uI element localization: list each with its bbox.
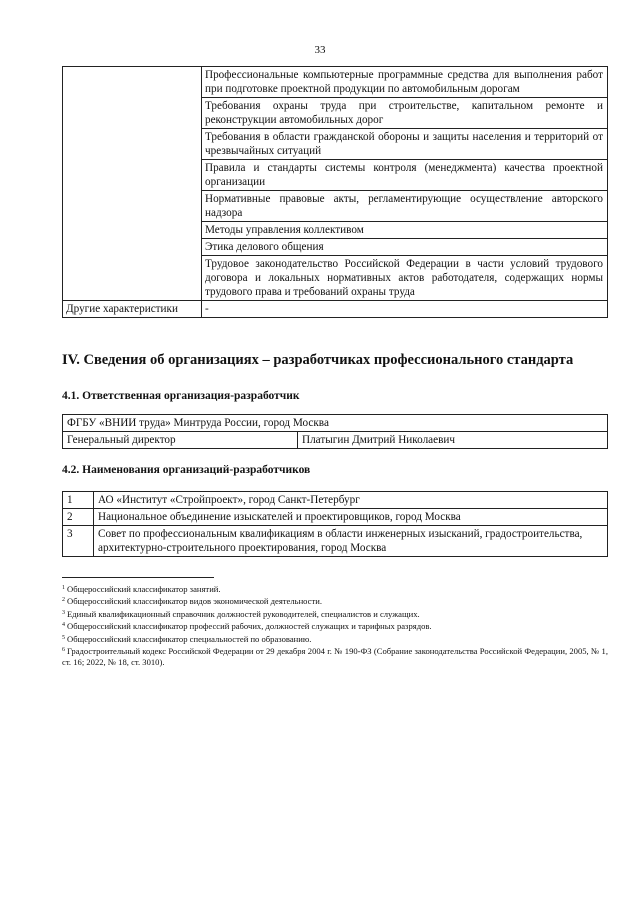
- knowledge-item: Методы управления коллективом: [202, 222, 608, 239]
- footnote: [62, 633, 608, 645]
- knowledge-item: Требования охраны труда при строительстве, капитальном ремонте и реконструкции автомобильных дорог: [202, 98, 608, 129]
- footnote-text: Общероссийский классификатор видов экономической деятельности.: [67, 596, 322, 607]
- footnote-mark: 2: [62, 597, 65, 604]
- row-number: 3: [63, 526, 94, 557]
- footnote-text: Градостроительный кодекс Российской Федерации от 29 декабря 2004 г. № 190-ФЗ (Собрание законодательства Российской Федерации, 2005, № 1, ст. 16; 2022, № 18, ст. 3010).: [62, 646, 608, 668]
- row-number: 1: [63, 492, 94, 509]
- footnote-mark: 1: [62, 585, 65, 591]
- footnote-divider: [62, 577, 214, 578]
- row-number: 2: [63, 509, 94, 526]
- knowledge-item: Трудовое законодательство Российской Федерации в части условий трудового договора и локальных нормативных актов работодателя, содержащих нормы трудового права и требований охраны труда: [202, 256, 608, 301]
- footnote: [62, 645, 608, 669]
- responsible-org-name: ФГБУ «ВНИИ труда» Минтруда России, город Москва: [63, 415, 608, 432]
- footnote-text: Общероссийский классификатор занятий.: [67, 584, 221, 594]
- footnote-mark: 4: [62, 622, 65, 629]
- footnote-mark: 6: [62, 647, 65, 654]
- developer-orgs-heading: 4.2. Наименования организаций-разработчиков: [62, 464, 311, 476]
- table-row: [63, 415, 608, 432]
- footnote: [62, 595, 608, 607]
- developer-orgs-table: [62, 491, 608, 557]
- responsible-org-table: [62, 414, 608, 449]
- knowledge-item: Требования в области гражданской обороны и защиты населения и территорий от чрезвычайных ситуаций: [202, 129, 608, 160]
- knowledge-label-cell: [63, 67, 202, 301]
- section-title: IV. Сведения об организациях – разработчиках профессионального стандарта: [62, 352, 574, 368]
- table-row: [63, 509, 608, 526]
- footnote-text: Общероссийский классификатор специальностей по образованию.: [67, 633, 312, 644]
- footnote-text: Общероссийский классификатор профессий рабочих, должностей служащих и тарифных разрядов.: [67, 621, 432, 632]
- footnote: [62, 620, 608, 632]
- footnote-text: Единый квалификационный справочник должностей руководителей, специалистов и служащих.: [67, 608, 420, 619]
- footnote: [62, 608, 608, 620]
- page-number: 33: [314, 44, 326, 56]
- table-row: [63, 492, 608, 509]
- other-characteristics-label: Другие характеристики: [63, 301, 202, 318]
- other-characteristics-value: -: [202, 301, 608, 318]
- knowledge-item: Правила и стандарты системы контроля (менеджмента) качества проектной организации: [202, 160, 608, 191]
- knowledge-item: Профессиональные компьютерные программные средства для выполнения работ при подготовке проектной продукции по автомобильным дорогам: [202, 67, 608, 98]
- knowledge-table: [62, 66, 608, 318]
- developer-org-name: Совет по профессиональным квалификациям в области инженерных изысканий, градостроительства, архитектурно-строительного проектирования, город Москва: [94, 526, 608, 557]
- responsible-org-heading: 4.1. Ответственная организация-разработчик: [62, 390, 300, 402]
- footnotes: [62, 583, 608, 669]
- knowledge-item: Этика делового общения: [202, 239, 608, 256]
- footnote: [62, 583, 608, 595]
- developer-org-name: Национальное объединение изыскателей и проектировщиков, город Москва: [94, 509, 608, 526]
- director-name: Платыгин Дмитрий Николаевич: [298, 432, 608, 449]
- table-row: [63, 301, 608, 318]
- knowledge-item: Нормативные правовые акты, регламентирующие осуществление авторского надзора: [202, 191, 608, 222]
- footnote-mark: 3: [62, 609, 65, 616]
- director-position: Генеральный директор: [63, 432, 298, 449]
- footnote-mark: 5: [62, 634, 65, 641]
- table-row: [63, 67, 608, 98]
- table-row: [63, 526, 608, 557]
- developer-org-name: АО «Институт «Стройпроект», город Санкт-Петербург: [94, 492, 608, 509]
- table-row: [63, 432, 608, 449]
